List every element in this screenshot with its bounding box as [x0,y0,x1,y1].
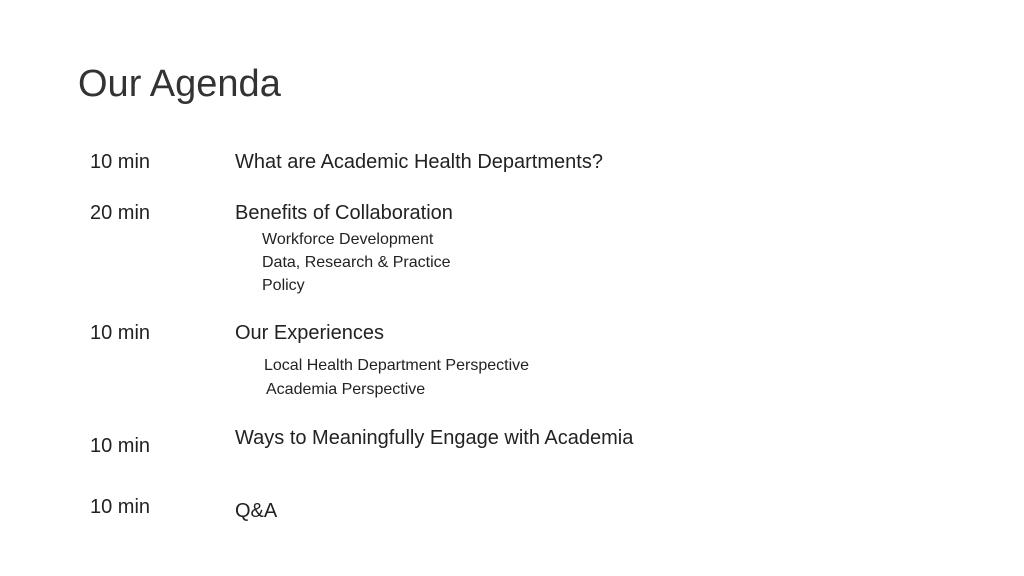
agenda-subitem: Local Health Department Perspective [264,357,530,374]
agenda-topic: Benefits of Collaboration [235,202,453,224]
agenda-time: 10 min [90,496,151,518]
agenda-subitem: Policy [262,277,305,294]
agenda-time: 10 min [90,322,151,344]
agenda-subitem: Academia Perspective [266,381,426,398]
agenda-time: 20 min [90,202,151,224]
agenda-time: 10 min [90,435,151,457]
agenda-subitem: Data, Research & Practice [262,254,451,271]
agenda-topic: Q&A [235,500,278,522]
agenda-subitem: Workforce Development [262,231,434,248]
slide-title: Our Agenda [78,63,281,105]
agenda-topic: Our Experiences [235,322,384,344]
agenda-time: 10 min [90,151,151,173]
agenda-topic: Ways to Meaningfully Engage with Academia [235,427,634,449]
agenda-topic: What are Academic Health Departments? [235,151,603,173]
